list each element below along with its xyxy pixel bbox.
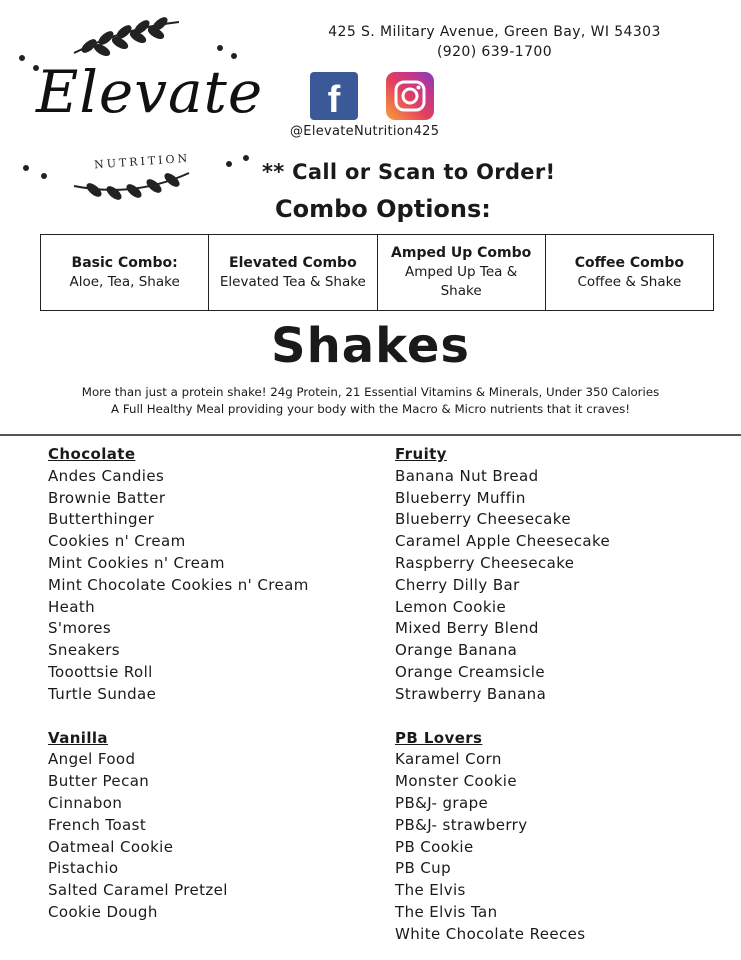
combo-name: Basic Combo: <box>71 254 178 271</box>
logo-wordmark: Elevate <box>36 58 264 126</box>
flavor-list <box>395 466 610 706</box>
flavor-item: Heath <box>48 597 96 616</box>
flavor-item: Cookie Dough <box>48 902 158 921</box>
flavor-item: Cinnabon <box>48 793 123 812</box>
flavor-item: PB Cookie <box>395 837 474 856</box>
flavor-item: Sneakers <box>48 641 121 660</box>
social-handle: @ElevateNutrition425 <box>290 124 440 139</box>
combo-desc: Elevated Tea & Shake <box>219 273 366 290</box>
flavor-item: Salted Caramel Pretzel <box>48 881 228 900</box>
menu-column-right <box>395 444 610 946</box>
combo-elevated <box>209 235 377 310</box>
flavor-item: Andes Candies <box>48 466 165 485</box>
phone-number: (920) 639-1700 <box>436 44 553 60</box>
category-heading: Fruity <box>395 445 447 463</box>
combo-desc: Aloe, Tea, Shake <box>69 273 180 290</box>
flavor-item: Monster Cookie <box>395 772 517 791</box>
combo-name: Coffee Combo <box>574 254 684 271</box>
instagram-camera-icon <box>386 72 434 120</box>
flavor-item: The Elvis Tan <box>395 902 498 921</box>
combo-desc: Coffee & Shake <box>577 273 682 290</box>
order-note: ** Call or Scan to Order! <box>262 160 556 184</box>
flavor-item: Cherry Dilly Bar <box>395 575 520 594</box>
combo-table <box>40 234 714 311</box>
flavor-item: Pistachio <box>48 859 119 878</box>
flavor-item: Lemon Cookie <box>395 597 507 616</box>
flavor-item: Tooottsie Roll <box>48 662 153 681</box>
flavor-item: Strawberry Banana <box>395 684 547 703</box>
shakes-title: Shakes <box>271 318 470 374</box>
flavor-list <box>48 749 309 923</box>
category-heading: Vanilla <box>48 728 108 747</box>
combo-coffee <box>546 235 713 310</box>
flavor-item: Orange Banana <box>395 641 518 660</box>
combo-amped-up <box>378 235 546 310</box>
flavor-item: The Elvis <box>395 881 466 900</box>
flavor-item: Mint Cookies n' Cream <box>48 553 225 572</box>
flavor-item: Mint Chocolate Cookies n' Cream <box>48 575 309 594</box>
flavor-item: Brownie Batter <box>48 488 166 507</box>
flavor-item: White Chocolate Reeces <box>395 924 586 943</box>
facebook-f-icon <box>310 72 358 120</box>
facebook-icon[interactable] <box>310 72 358 120</box>
logo-subtitle: NUTRITION <box>93 151 191 172</box>
combo-basic <box>41 235 209 310</box>
logo <box>14 8 264 208</box>
address-block <box>312 22 677 62</box>
category-heading: PB Lovers <box>395 728 483 747</box>
flavor-item: Oatmeal Cookie <box>48 837 174 856</box>
combo-desc: Amped Up Tea & Shake <box>405 264 518 299</box>
flavor-item: Blueberry Muffin <box>395 488 526 507</box>
category-pb-lovers <box>395 728 610 946</box>
combo-name: Amped Up Combo <box>391 245 532 261</box>
combo-title: Combo Options: <box>275 195 491 223</box>
blurb-line: A Full Healthy Meal providing your body with the Macro & Micro nutrients that it craves! <box>111 402 630 416</box>
flavor-item: Butter Pecan <box>48 772 150 791</box>
flavor-item: Mixed Berry Blend <box>395 619 539 638</box>
flavor-item: Butterthinger <box>48 510 155 529</box>
flavor-item: French Toast <box>48 815 147 834</box>
flavor-item: PB&J- strawberry <box>395 815 528 834</box>
flavor-list <box>48 466 309 706</box>
menu-column-left <box>48 444 309 924</box>
address-line: 425 S. Military Avenue, Green Bay, WI 54303 <box>328 24 661 40</box>
instagram-icon[interactable] <box>386 72 434 120</box>
flavor-item: Cookies n' Cream <box>48 532 186 551</box>
flavor-list <box>395 749 610 945</box>
category-fruity <box>395 444 610 706</box>
category-vanilla <box>48 728 309 924</box>
flavor-item: Angel Food <box>48 750 136 769</box>
flavor-item: Raspberry Cheesecake <box>395 553 575 572</box>
combo-name: Elevated Combo <box>229 254 357 271</box>
flavor-item: Turtle Sundae <box>48 684 157 703</box>
blurb-line: More than just a protein shake! 24g Protein, 21 Essential Vitamins & Minerals, Under 350 Calories <box>81 385 660 399</box>
flavor-item: Caramel Apple Cheesecake <box>395 532 611 551</box>
divider <box>0 434 741 436</box>
svg-text:f: f <box>327 79 341 120</box>
flavor-item: Banana Nut Bread <box>395 466 539 485</box>
shakes-description <box>20 384 721 418</box>
flavor-item: Blueberry Cheesecake <box>395 510 571 529</box>
category-chocolate <box>48 444 309 706</box>
flavor-item: S'mores <box>48 619 112 638</box>
flavor-item: Karamel Corn <box>395 750 502 769</box>
flavor-item: PB&J- grape <box>395 793 489 812</box>
flavor-item: Orange Creamsicle <box>395 662 545 681</box>
category-heading: Chocolate <box>48 445 136 463</box>
flavor-item: PB Cup <box>395 859 452 878</box>
